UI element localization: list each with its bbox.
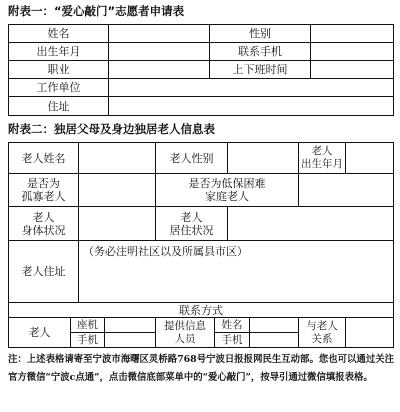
form1-title: 附表一：“爱心敲门”志愿者申请表: [8, 4, 185, 18]
work-time-field[interactable]: [310, 60, 394, 79]
elder-name-label: 老人姓名: [8, 142, 79, 174]
provider-label: 提供信息 人员: [155, 317, 215, 348]
mobile-label: 手机: [70, 332, 105, 348]
elder-address-label: 老人住址: [8, 240, 79, 303]
gender-label: 性别: [209, 24, 311, 43]
living-label: 老人 居住状况: [155, 206, 228, 241]
elder-birth-field[interactable]: [345, 142, 394, 174]
landline-label: 座机: [70, 317, 105, 333]
address-label: 住址: [8, 96, 109, 116]
provider-name-field[interactable]: [249, 317, 299, 333]
elder-birth-label: 老人 出生年月: [298, 142, 346, 174]
birth-field[interactable]: [108, 42, 210, 61]
relation-field[interactable]: [345, 317, 394, 348]
provider-mobile-label: 手机: [214, 332, 250, 348]
elder-name-field[interactable]: [78, 142, 156, 174]
provider-mobile-field[interactable]: [249, 332, 299, 348]
lonely-elder-field[interactable]: [78, 173, 156, 207]
living-field[interactable]: [227, 206, 394, 241]
low-income-field[interactable]: [298, 173, 394, 207]
elder-gender-field[interactable]: [227, 142, 299, 174]
job-label: 职业: [8, 60, 109, 79]
name-field[interactable]: [108, 24, 210, 43]
contact-elder-label: 老人: [8, 317, 71, 348]
name-label: 姓名: [8, 24, 109, 43]
birth-label: 出生年月: [8, 42, 109, 61]
lonely-elder-label: 是否为 孤寡老人: [8, 173, 79, 207]
elder-gender-label: 老人性别: [155, 142, 228, 174]
provider-name-label: 姓名: [214, 317, 250, 333]
phone-field[interactable]: [310, 42, 394, 61]
phone-label: 联系手机: [209, 42, 311, 61]
address-hint: （务必注明社区以及所属县市区）: [83, 245, 248, 258]
relation-label: 与老人 关系: [298, 317, 346, 348]
landline-field[interactable]: [104, 317, 156, 333]
elder-address-field[interactable]: [78, 240, 394, 303]
work-time-label: 上下班时间: [209, 60, 311, 79]
low-income-label: 是否为低保困难 家庭老人: [155, 173, 299, 207]
contact-header: 联系方式: [8, 302, 394, 318]
gender-field[interactable]: [310, 24, 394, 43]
employer-field[interactable]: [108, 78, 394, 97]
mobile-field[interactable]: [104, 332, 156, 348]
form2-title: 附表二：独居父母及身边独居老人信息表: [8, 122, 215, 136]
health-field[interactable]: [78, 206, 156, 241]
job-field[interactable]: [108, 60, 210, 79]
health-label: 老人 身体状况: [8, 206, 79, 241]
employer-label: 工作单位: [8, 78, 109, 97]
address-field[interactable]: [108, 96, 394, 116]
submission-note: 注：上述表格请寄至宁波市海曙区灵桥路768号宁波日报报网民生互动部。您也可以通过关注官方微信“宁波c点通”，点击微信底部菜单中的“爱心敲门”，按导引通过微信填报表格。: [8, 354, 394, 383]
